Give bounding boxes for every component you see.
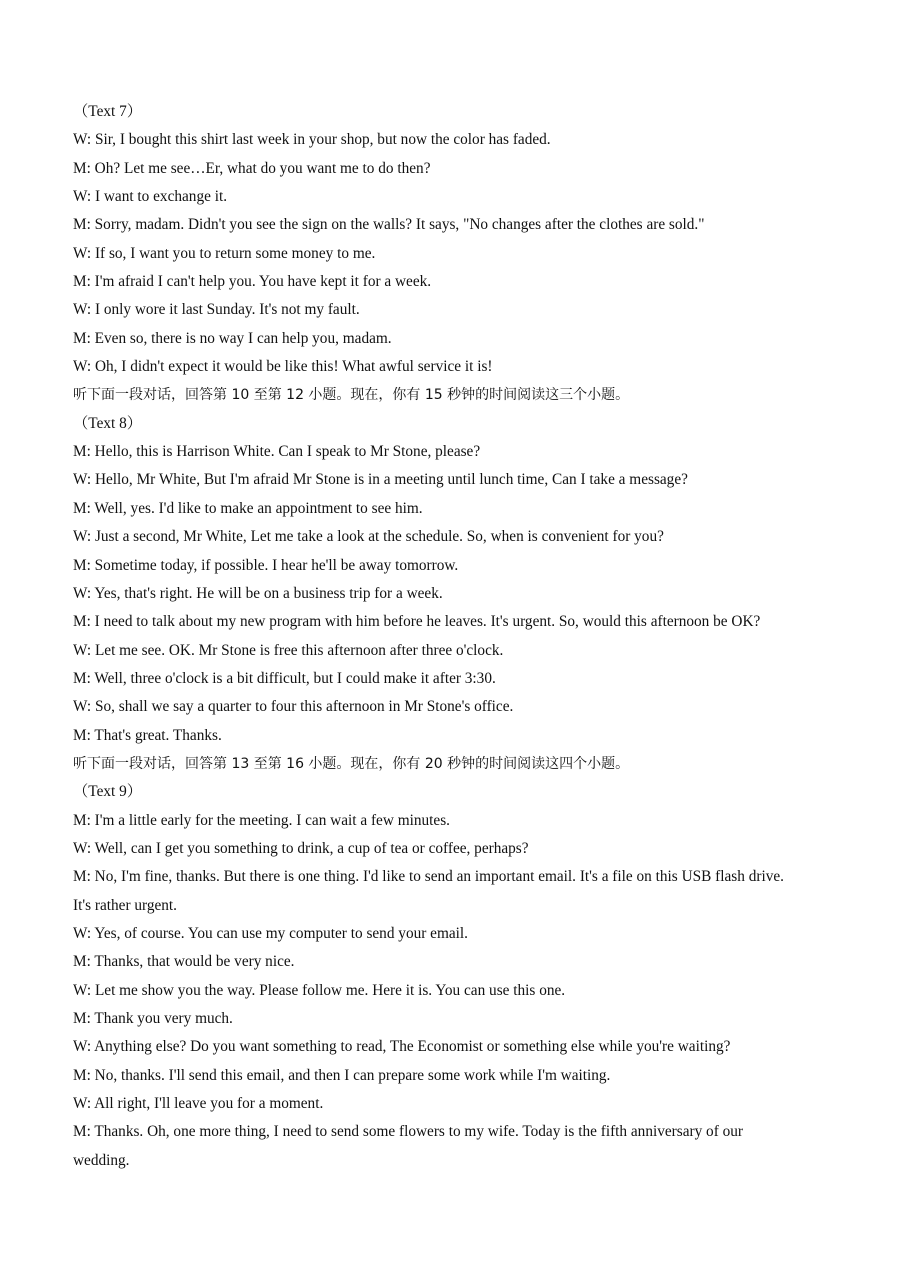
dialogue-line: M: No, I'm fine, thanks. But there is one thing. I'd like to send an important email. It's a file on this USB flash drive.: [73, 868, 784, 886]
dialogue-line: M: Sorry, madam. Didn't you see the sign on the walls? It says, "No changes after the clothes are sold.": [73, 216, 705, 234]
dialogue-line: M: That's great. Thanks.: [73, 726, 222, 744]
dialogue-line: W: Oh, I didn't expect it would be like this! What awful service it is!: [73, 358, 493, 376]
dialogue-line: M: Even so, there is no way I can help you, madam.: [73, 329, 392, 347]
dialogue-line: W: Yes, that's right. He will be on a business trip for a week.: [73, 584, 443, 602]
section-heading-text-9: （Text 9）: [73, 783, 143, 801]
dialogue-line: M: Thank you very much.: [73, 1010, 233, 1027]
dialogue-line: M: Hello, this is Harrison White. Can I speak to Mr Stone, please?: [73, 443, 481, 461]
dialogue-line: W: Yes, of course. You can use my computer to send your email.: [73, 924, 468, 942]
section-heading-text-8: （Text 8）: [73, 414, 143, 432]
dialogue-line: M: No, thanks. I'll send this email, and then I can prepare some work while I'm waiting.: [73, 1066, 611, 1084]
listening-instruction: 听下面一段对话，回答第 10 至第 12 小题。现在，你有 15 秒钟的时间阅读这三个小题。: [73, 387, 630, 404]
dialogue-line: W: Just a second, Mr White, Let me take a look at the schedule. So, when is convenient for you?: [73, 528, 664, 546]
dialogue-line: W: So, shall we say a quarter to four this afternoon in Mr Stone's office.: [73, 698, 514, 716]
transcript-page: [73, 98, 833, 1175]
dialogue-line: W: Let me see. OK. Mr Stone is free this afternoon after three o'clock.: [73, 641, 504, 659]
dialogue-line: W: Hello, Mr White, But I'm afraid Mr Stone is in a meeting until lunch time, Can I take a message?: [73, 471, 688, 489]
dialogue-line-continuation: wedding.: [73, 1151, 130, 1169]
dialogue-line: W: Anything else? Do you want something to read, The Economist or something else while you're waiting?: [73, 1038, 731, 1056]
dialogue-line: M: Sometime today, if possible. I hear he'll be away tomorrow.: [73, 556, 459, 574]
dialogue-line: W: Sir, I bought this shirt last week in your shop, but now the color has faded.: [73, 131, 551, 149]
dialogue-line: W: If so, I want you to return some money to me.: [73, 244, 376, 262]
dialogue-line: W: All right, I'll leave you for a moment.: [73, 1095, 324, 1113]
dialogue-line: M: Well, three o'clock is a bit difficult, but I could make it after 3:30.: [73, 669, 496, 687]
dialogue-line: W: Let me show you the way. Please follow me. Here it is. You can use this one.: [73, 981, 566, 999]
dialogue-line: W: Well, can I get you something to drink, a cup of tea or coffee, perhaps?: [73, 839, 529, 857]
dialogue-line: M: Well, yes. I'd like to make an appointment to see him.: [73, 499, 423, 517]
dialogue-line: M: I'm afraid I can't help you. You have kept it for a week.: [73, 273, 432, 291]
dialogue-line-continuation: It's rather urgent.: [73, 896, 177, 914]
dialogue-line: M: I need to talk about my new program with him before he leaves. It's urgent. So, would this afternoon be OK?: [73, 613, 761, 631]
dialogue-line: W: I only wore it last Sunday. It's not my fault.: [73, 301, 360, 319]
dialogue-line: W: I want to exchange it.: [73, 188, 228, 206]
dialogue-line: M: Thanks. Oh, one more thing, I need to send some flowers to my wife. Today is the fifth anniversary of our: [73, 1123, 744, 1141]
dialogue-line: M: Oh? Let me see…Er, what do you want me to do then?: [73, 159, 431, 177]
listening-instruction: 听下面一段对话，回答第 13 至第 16 小题。现在，你有 20 秒钟的时间阅读这四个小题。: [73, 755, 630, 772]
dialogue-line: M: I'm a little early for the meeting. I can wait a few minutes.: [73, 811, 450, 829]
section-heading-text-7: （Text 7）: [73, 103, 143, 120]
dialogue-line: M: Thanks, that would be very nice.: [73, 953, 295, 971]
